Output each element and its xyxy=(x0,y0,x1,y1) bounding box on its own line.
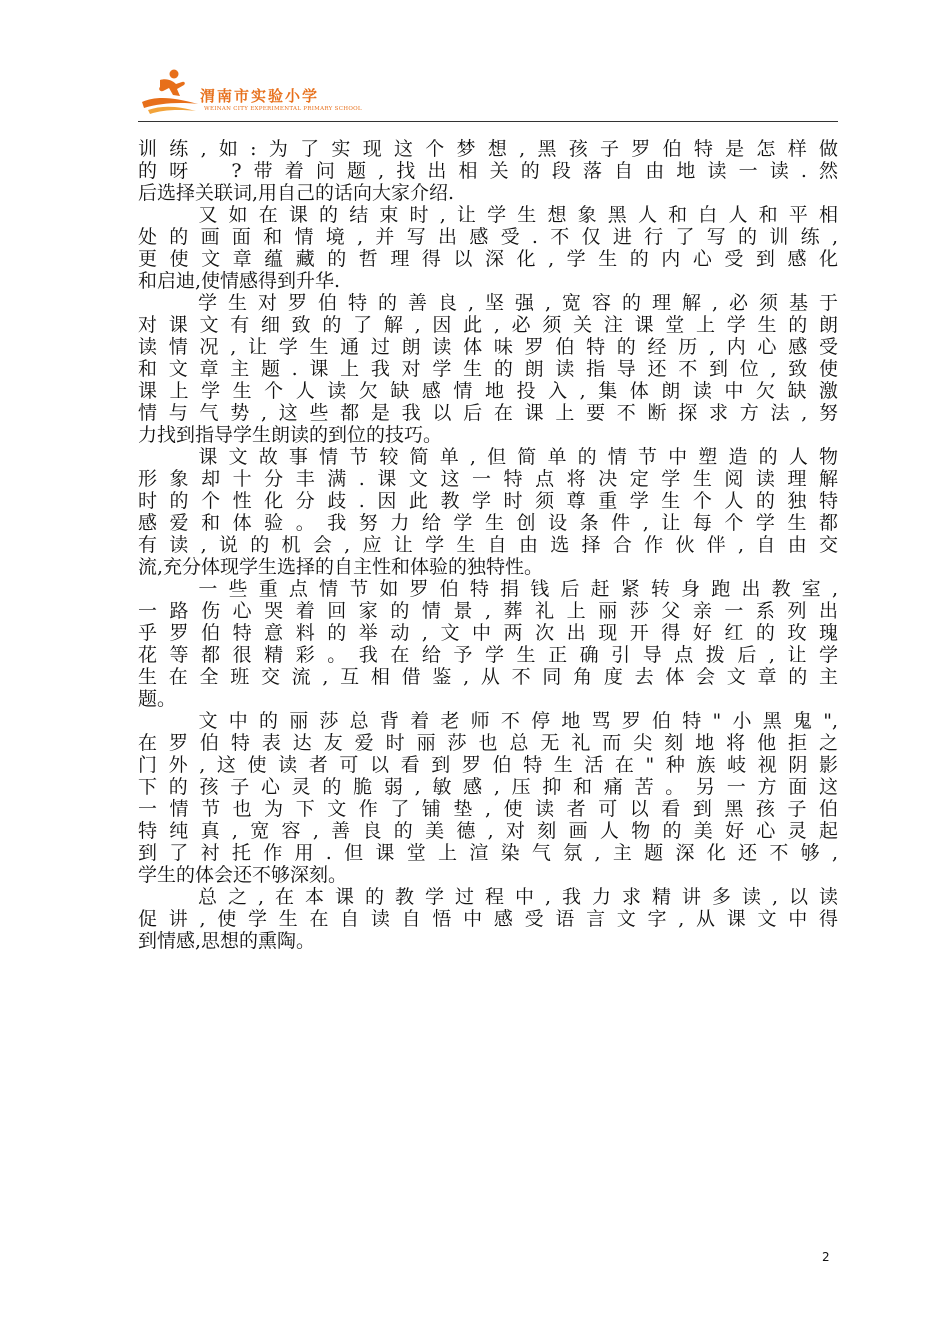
text-line: 和启迪,使情感得到升华. xyxy=(138,270,341,292)
text-line: 流,充分体现学生选择的自主性和体验的独特性。 xyxy=(138,556,544,578)
text-line: 一情节也为下文作了铺垫,使读者可以看到黑孩子伯 xyxy=(138,798,838,820)
text-line: 训练,如:为了实现这个梦想,黑孩子罗伯特是怎样做 xyxy=(138,138,838,160)
text-line: 课文故事情节较简单,但简单的情节中塑造的人物 xyxy=(138,446,838,468)
text-line: 感爱和体验。我努力给学生创设条件,让每个学生都 xyxy=(138,512,838,534)
text-line: 力找到指导学生朗读的到位的技巧。 xyxy=(138,424,443,446)
text-line: 读情况,让学生通过朗读体味罗伯特的经历,内心感受 xyxy=(138,336,838,358)
page-header xyxy=(138,62,838,122)
school-name-english: WEINAN CITY EXPERIMENTAL PRIMARY SCHOOL xyxy=(204,106,362,112)
text-line: 一路伤心哭着回家的情景,葬礼上丽莎父亲一系列出 xyxy=(138,600,838,622)
text-line: 特纯真,宽容,善良的美德,对刻画人物的美好心灵起 xyxy=(138,820,838,842)
text-line: 处的画面和情境,并写出感受.不仅进行了写的训练, xyxy=(138,226,838,248)
paragraph xyxy=(138,578,838,710)
text-line: 到情感,思想的熏陶。 xyxy=(138,930,316,952)
text-line: 在罗伯特表达友爱时丽莎也总无礼而尖刻地将他拒之 xyxy=(138,732,838,754)
text-line: 一些重点情节如罗伯特捐钱后赶紧转身跑出教室, xyxy=(138,578,838,600)
text-line: 促讲,使学生在自读自悟中感受语言文字,从课文中得 xyxy=(138,908,838,930)
document-body xyxy=(138,138,838,952)
text-line: 学生的体会还不够深刻。 xyxy=(138,864,348,886)
text-line: 生在全班交流,互相借鉴,从不同角度去体会文章的主 xyxy=(138,666,838,688)
text-line: 形象却十分丰满.课文这一特点将决定学生阅读理解 xyxy=(138,468,838,490)
text-line: 门外,这使读者可以看到罗伯特生活在"种族岐视阴影 xyxy=(138,754,838,776)
text-line: 又如在课的结束时,让学生想象黑人和白人和平相 xyxy=(138,204,838,226)
paragraph xyxy=(138,446,838,578)
text-line: 花等都很精彩。我在给予学生正确引导点拨后,让学 xyxy=(138,644,838,666)
text-line: 下的孩子心灵的脆弱,敏感,压抑和痛苦。另一方面这 xyxy=(138,776,838,798)
paragraph xyxy=(138,886,838,952)
school-name-chinese: 渭南市实验小学 xyxy=(200,87,320,105)
text-line: 到了衬托作用.但课堂上渲染气氛,主题深化还不够, xyxy=(138,842,838,864)
text-line: 学生对罗伯特的善良,坚强,宽容的理解,必须基于 xyxy=(138,292,838,314)
school-logo-icon xyxy=(138,66,202,118)
text-line: 后选择关联词,用自己的话向大家介绍. xyxy=(138,182,455,204)
text-line: 对课文有细致的了解,因此,必须关注课堂上学生的朗 xyxy=(138,314,838,336)
text-line: 时的个性化分歧.因此教学时须尊重学生个人的独特 xyxy=(138,490,838,512)
header-divider xyxy=(138,121,838,122)
paragraph xyxy=(138,292,838,446)
text-line: 的呀 ?带着问题,找出相关的段落自由地读一读.然 xyxy=(138,160,838,182)
text-line: 文中的丽莎总背着老师不停地骂罗伯特"小黑鬼", xyxy=(138,710,838,732)
text-line: 有读,说的机会,应让学生自由选择合作伙伴,自由交 xyxy=(138,534,838,556)
paragraph xyxy=(138,138,838,204)
text-line: 题。 xyxy=(138,688,177,710)
paragraph xyxy=(138,204,838,292)
text-line: 乎罗伯特意料的举动,文中两次出现开得好红的玫瑰 xyxy=(138,622,838,644)
page-number: 2 xyxy=(822,1250,830,1264)
paragraph xyxy=(138,710,838,886)
text-line: 更使文章蕴藏的哲理得以深化,学生的内心受到感化 xyxy=(138,248,838,270)
text-line: 和文章主题.课上我对学生的朗读指导还不到位,致使 xyxy=(138,358,838,380)
text-line: 总之,在本课的教学过程中,我力求精讲多读,以读 xyxy=(138,886,838,908)
text-line: 课上学生个人读欠缺感情地投入,集体朗读中欠缺激 xyxy=(138,380,838,402)
text-line: 情与气势,这些都是我以后在课上要不断探求方法,努 xyxy=(138,402,838,424)
